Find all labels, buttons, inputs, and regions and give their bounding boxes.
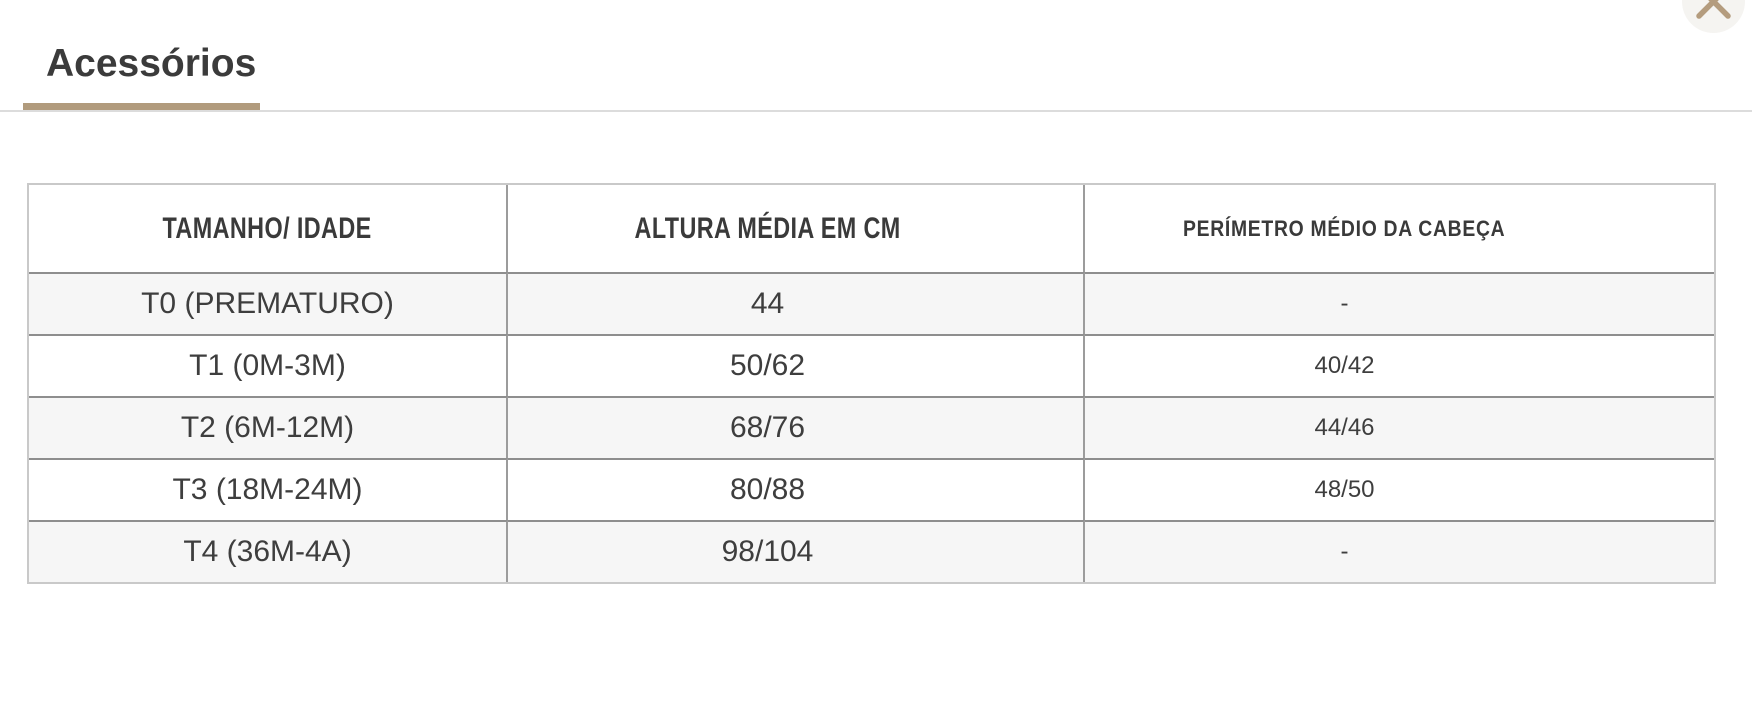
table-cell: 98/104 — [508, 520, 1085, 582]
table-cell: 80/88 — [508, 458, 1085, 520]
title-underline — [23, 103, 260, 110]
table-cell: - — [1085, 520, 1714, 582]
header-label-height: ALTURA MÉDIA EM CM — [634, 211, 901, 245]
size-table — [27, 183, 1716, 584]
table-cell: 48/50 — [1085, 458, 1714, 520]
table-cell: T3 (18M-24M) — [29, 458, 508, 520]
close-icon — [1682, 0, 1745, 33]
header-label-head-circumference: PERÍMETRO MÉDIO DA CABEÇA — [1183, 215, 1506, 241]
table-cell: T2 (6M-12M) — [29, 396, 508, 458]
header-label-size: TAMANHO/ IDADE — [162, 211, 373, 245]
table-cell: 44/46 — [1085, 396, 1714, 458]
table-cell: 68/76 — [508, 396, 1085, 458]
header-cell-size — [29, 185, 508, 272]
table-cell: T1 (0M-3M) — [29, 334, 508, 396]
header-divider — [0, 110, 1752, 112]
close-button[interactable] — [1682, 0, 1745, 33]
table-cell: T0 (PREMATURO) — [29, 272, 508, 334]
header-cell-head-circumference — [1085, 185, 1714, 272]
table-cell: 44 — [508, 272, 1085, 334]
table-cell: 50/62 — [508, 334, 1085, 396]
table-cell: T4 (36M-4A) — [29, 520, 508, 582]
table-cell: 40/42 — [1085, 334, 1714, 396]
page-title: Acessórios — [46, 42, 257, 85]
table-cell: - — [1085, 272, 1714, 334]
header-cell-height — [508, 185, 1085, 272]
